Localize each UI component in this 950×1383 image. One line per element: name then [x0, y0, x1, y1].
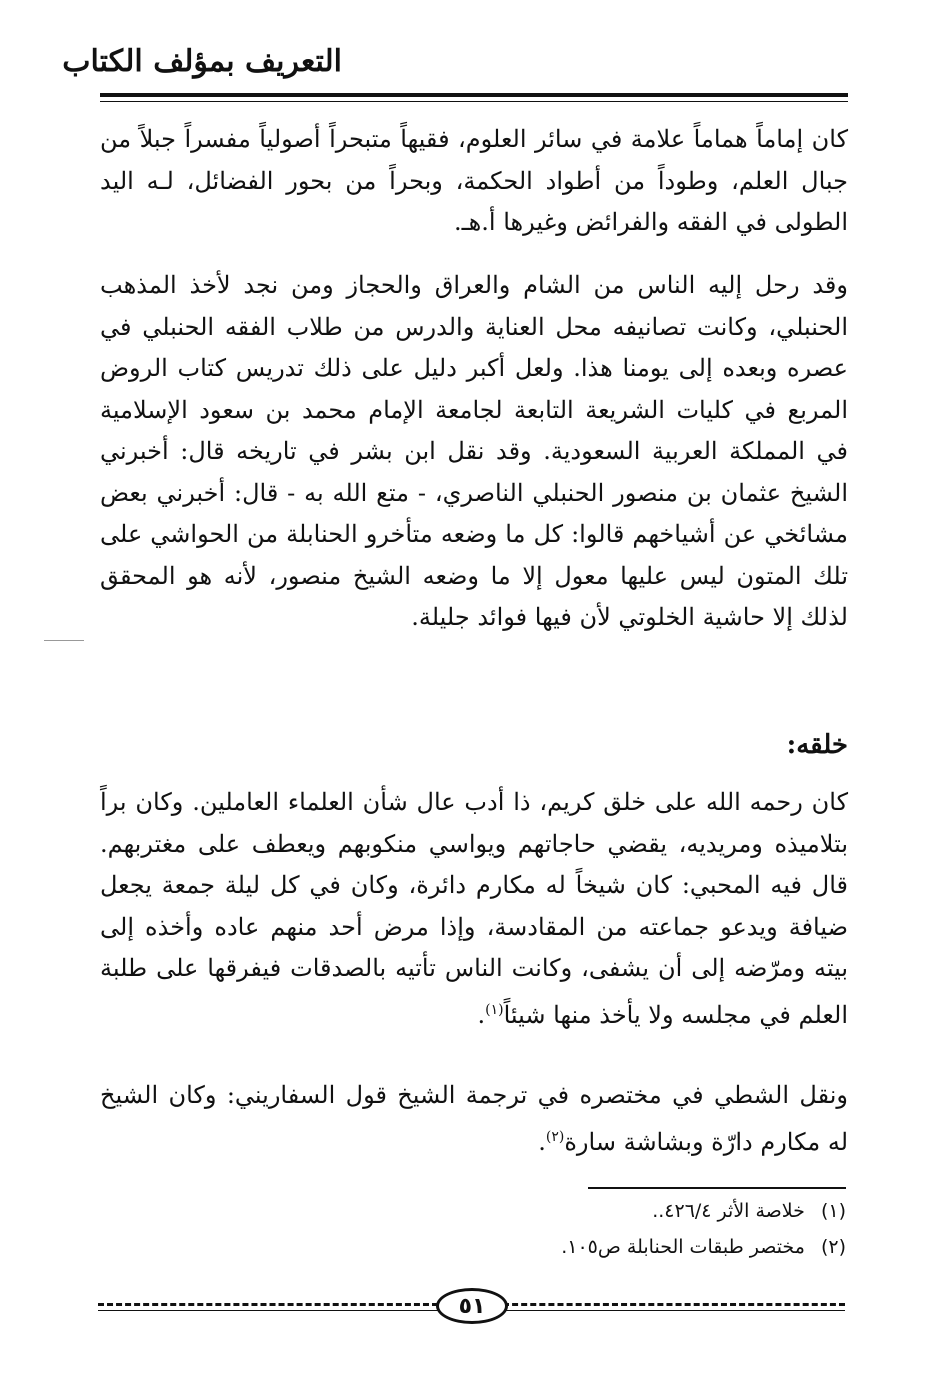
- paragraph-4-text: ونقل الشطي في مختصره في ترجمة الشيخ قول السفاريني: وكان الشيخ له مكارم دارّة وبشاشة سارة: [100, 1081, 848, 1156]
- footnote-ref-2: (٢): [545, 1128, 565, 1145]
- footer-dash-right: [503, 1303, 845, 1306]
- footnote-ref-1: (١): [485, 1001, 504, 1018]
- footer-rule-right: [503, 1310, 845, 1311]
- footnote-2: [561, 1236, 846, 1258]
- paragraph-1: كان إماماً هماماً علامة في سائر العلوم، فقيهاً متبحراً أصولياً مفسراً جبلاً من جبال العلم، وطوداً من أطواد الحكمة، وبحراً من بحور الفضائل، لـه اليد الطولى في الفقه والفرائض وغيرها أ.هـ.: [100, 125, 848, 236]
- margin-mark: [44, 640, 84, 641]
- paragraph-4-end: .: [538, 1127, 546, 1156]
- paragraph-3-end: .: [477, 1000, 486, 1029]
- footnote-2-number: (٢): [820, 1236, 846, 1258]
- footnote-1-number: (١): [820, 1200, 846, 1222]
- paragraph-4: [100, 1075, 848, 1163]
- footer-rule-left: [98, 1310, 438, 1311]
- footnote-separator: [588, 1187, 846, 1189]
- footnote-2-text: مختصر طبقات الحنابلة ص١٠٥.: [561, 1236, 805, 1258]
- footer-dash-left: [98, 1303, 438, 1306]
- paragraph-3: [100, 782, 848, 1036]
- header-rule-thick: [100, 93, 848, 97]
- paragraph-2: وقد رحل إليه الناس من الشام والعراق والحجاز ومن نجد لأخذ المذهب الحنبلي، وكانت تصانيفه محل العناية والدرس من طلاب الفقه الحنبلي في عصره وبعده إلى يومنا هذا. ولعل أكبر دليل على ذلك تدريس كتاب الروض المربع في كليات الشريعة التابعة لجامعة الإمام محمد بن سعود الإسلامية في المملكة العربية السعودية. وقد نقل ابن بشر في تاريخه قال: أخبرني الشيخ عثمان بن منصور الحنبلي الناصري، - متع الله به - قال: أخبرني بعض مشائخي عن أشياخهم قالوا: كل ما وضعه متأخرو الحنابلة من الحواشي على تلك المتون ليس عليها معول إلا ما وضعه الشيخ منصور، لأنه هو المحقق لذلك إلا حاشية الخلوتي لأن فيها فوائد جليلة.: [100, 271, 848, 631]
- section-heading: خلقه:: [786, 730, 848, 760]
- page-number: ٥١: [436, 1288, 508, 1324]
- footnote-1: [652, 1200, 846, 1222]
- footnote-1-text: خلاصة الأثر ٤٢٦/٤..: [652, 1200, 805, 1222]
- running-header-title: التعريف بمؤلف الكتاب: [62, 44, 342, 79]
- paragraph-3-text: كان رحمه الله على خلق كريم، ذا أدب عال شأن العلماء العاملين. وكان براً بتلاميذه ومريديه، يقضي حاجاتهم ويواسي منكوبهم ويعطف على مغتربهم. قال فيه المحبي: كان شيخاً له مكارم دائرة، وكان في كل ليلة جمعة يجعل ضيافة ويدعو جماعته من المقادسة، وإذا مرض أحد منهم عاده وأخذه إلى بيته ومرّضه إلى أن يشفى، وكانت الناس تأتيه بالصدقات فيفرقها على طلبة العلم في مجلسه ولا يأخذ منها شيئاً: [100, 788, 848, 1029]
- header-rule-thin: [100, 101, 848, 102]
